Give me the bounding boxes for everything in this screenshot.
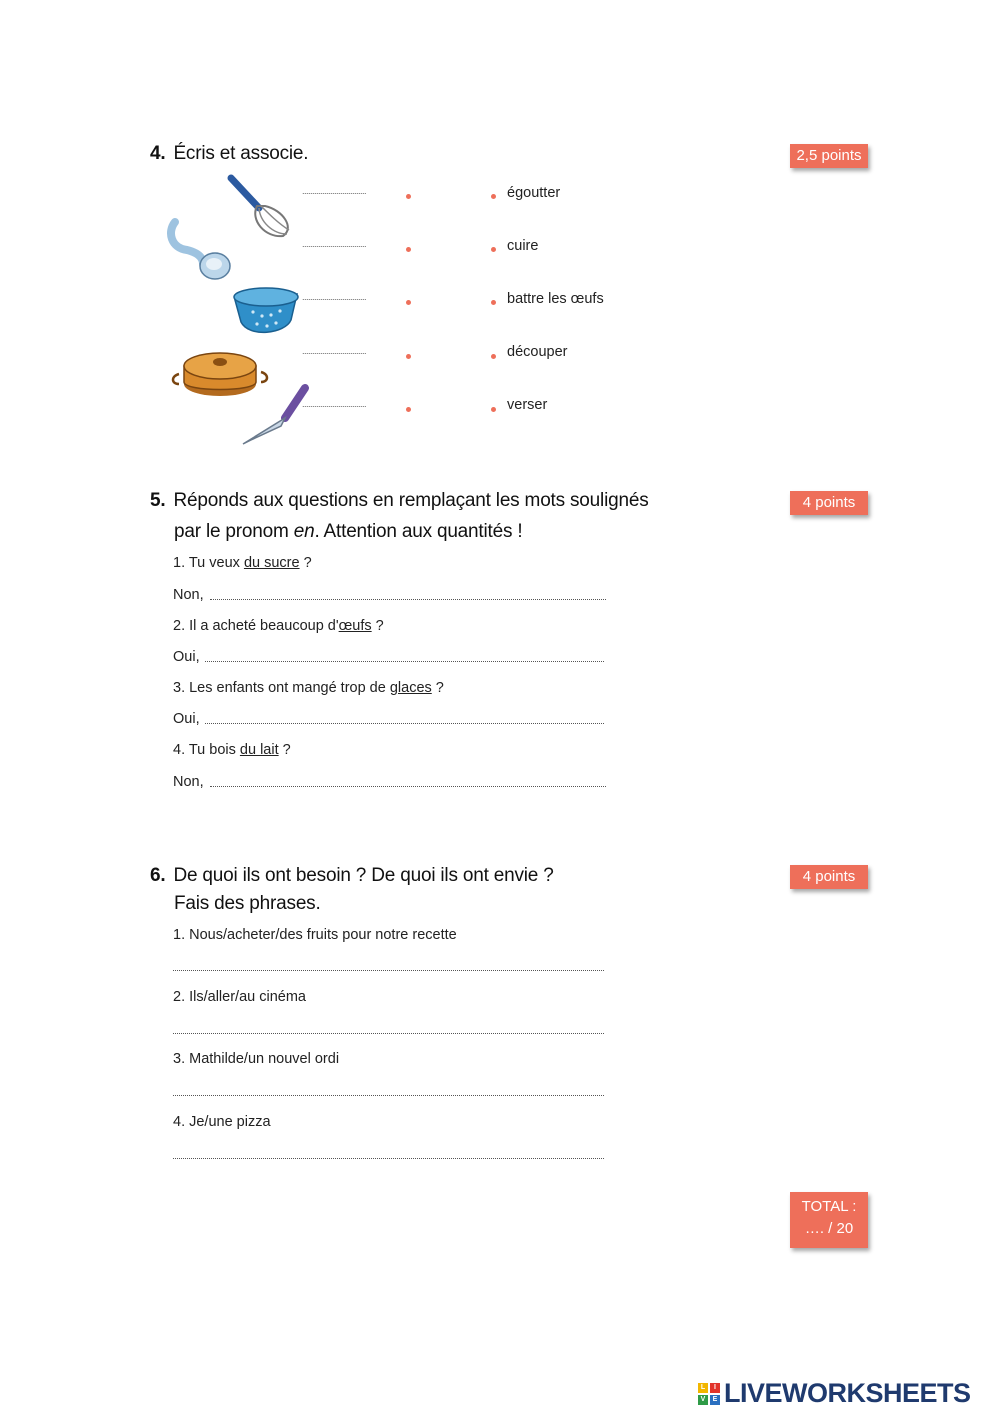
ex4-title-text: Écris et associe.	[173, 143, 309, 164]
ex4-points-badge: 2,5 points	[790, 144, 868, 168]
verb-label: découper	[507, 344, 568, 360]
ex6-title-line1: De quoi ils ont besoin ? De quoi ils ont envie ?	[173, 865, 554, 886]
question-text: 1. Tu veux du sucre ?	[173, 555, 312, 571]
ex6-points-badge: 4 points	[790, 865, 868, 889]
underlined-words: du lait	[239, 742, 279, 758]
right-bullet[interactable]	[491, 354, 496, 359]
answer-line[interactable]	[210, 786, 606, 787]
answer-line[interactable]	[173, 1095, 604, 1096]
answer-line[interactable]	[173, 1033, 604, 1034]
right-bullet[interactable]	[491, 247, 496, 252]
verb-label: battre les œufs	[507, 291, 604, 307]
answer-blank[interactable]: ................................	[302, 186, 367, 196]
answer-blank[interactable]: ................................	[302, 239, 367, 249]
total-badge	[790, 1192, 868, 1248]
answer-start: Oui,	[173, 649, 200, 665]
answer-line[interactable]	[173, 1158, 604, 1159]
left-bullet[interactable]	[406, 247, 411, 252]
colander-image	[234, 288, 298, 332]
left-bullet[interactable]	[406, 354, 411, 359]
question-text: 4. Tu bois du lait ?	[173, 742, 291, 758]
right-bullet[interactable]	[491, 407, 496, 412]
verb-label: égoutter	[507, 185, 561, 201]
prompt-text: 3. Mathilde/un nouvel ordi	[173, 1051, 340, 1067]
underlined-words: œufs	[338, 618, 372, 634]
ex5-title	[150, 490, 649, 512]
answer-blank[interactable]: ................................	[302, 399, 367, 409]
answer-start: Oui,	[173, 711, 200, 727]
answer-blank[interactable]: ................................	[302, 346, 367, 356]
verb-label: cuire	[507, 238, 539, 254]
prompt-text: 4. Je/une pizza	[173, 1114, 271, 1130]
right-bullet[interactable]	[491, 194, 496, 199]
knife-image	[243, 388, 305, 444]
logo-text: LIVEWORKSHEETS	[724, 1378, 971, 1408]
ex5-pronoun: en	[293, 521, 315, 542]
whisk-image	[231, 178, 289, 236]
answer-line[interactable]	[205, 723, 604, 724]
underlined-words: glaces	[389, 680, 432, 696]
question-text: 2. Il a acheté beaucoup d'œufs ?	[173, 618, 384, 634]
verb-label: verser	[507, 397, 548, 413]
ex4-illustrations	[165, 170, 310, 455]
ex4-number: 4.	[150, 143, 166, 164]
casserole-image	[173, 353, 267, 396]
total-score[interactable]: …. / 20	[804, 1220, 854, 1237]
total-label: TOTAL :	[801, 1198, 857, 1215]
ex6-number: 6.	[150, 865, 166, 886]
liveworksheets-logo[interactable]	[698, 1378, 971, 1409]
answer-start: Non,	[173, 774, 204, 790]
left-bullet[interactable]	[406, 194, 411, 199]
answer-blank[interactable]: ................................	[302, 292, 367, 302]
left-bullet[interactable]	[406, 300, 411, 305]
ex5-number: 5.	[150, 490, 166, 511]
question-text: 3. Les enfants ont mangé trop de glaces ?	[173, 680, 444, 696]
ex4-title	[150, 143, 308, 165]
left-bullet[interactable]	[406, 407, 411, 412]
prompt-text: 2. Ils/aller/au cinéma	[173, 989, 306, 1005]
ex5-title-line2: par le pronom en. Attention aux quantités !	[174, 521, 523, 542]
answer-line[interactable]	[205, 661, 604, 662]
ex5-title-line1: Réponds aux questions en remplaçant les mots soulignés	[173, 490, 649, 511]
logo-squares-icon: L I V E	[698, 1383, 720, 1405]
answer-line[interactable]	[173, 970, 604, 971]
ex6-title-line2: Fais des phrases.	[174, 893, 321, 914]
right-bullet[interactable]	[491, 300, 496, 305]
ladle-image	[171, 222, 230, 279]
underlined-words: du sucre	[243, 555, 300, 571]
prompt-text: 1. Nous/acheter/des fruits pour notre recette	[173, 927, 457, 943]
answer-start: Non,	[173, 587, 204, 603]
ex5-points-badge: 4 points	[790, 491, 868, 515]
ex6-title	[150, 865, 554, 887]
answer-line[interactable]	[210, 599, 606, 600]
